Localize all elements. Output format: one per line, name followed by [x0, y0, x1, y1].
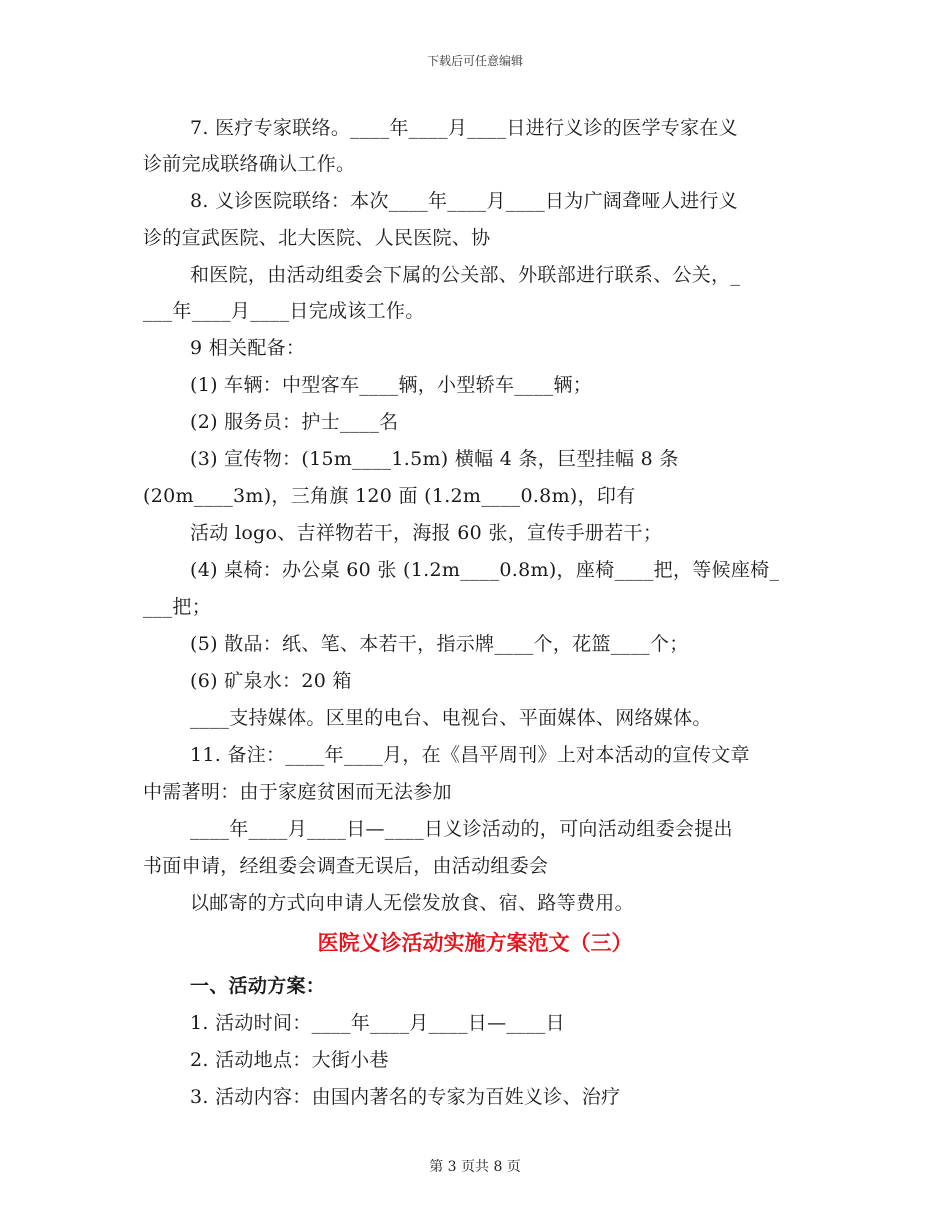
paragraph-line: 诊的宣武医院、北大医院、人民医院、协	[143, 227, 491, 249]
paragraph-line: ____年____月____日—____日义诊活动的，可向活动组委会提出	[190, 818, 733, 840]
paragraph-line: 9 相关配备：	[190, 337, 306, 359]
paragraph-line: (4) 桌椅：办公桌 60 张 (1.2m____0.8m)，座椅____把，等候座椅_	[190, 559, 780, 581]
paragraph-line: (20m____3m)，三角旗 120 面 (1.2m____0.8m)，印有	[143, 485, 636, 507]
section-heading: 一、活动方案：	[190, 975, 326, 997]
paragraph-line: 活动 logo、吉祥物若干，海报 60 张，宣传手册若干；	[190, 522, 663, 544]
paragraph-line: (3) 宣传物：(15m____1.5m) 横幅 4 条，巨型挂幅 8 条	[190, 448, 679, 470]
paragraph-line: 和医院，由活动组委会下属的公关部、外联部进行联系、公关，_	[190, 264, 741, 286]
paragraph-line: (2) 服务员：护士____名	[190, 411, 399, 433]
paragraph-line: 诊前完成联络确认工作。	[143, 153, 356, 175]
section-title: 医院义诊活动实施方案范文（三）	[317, 930, 633, 955]
paragraph-line: 1. 活动时间：____年____月____日—____日	[190, 1012, 565, 1034]
paragraph-line: 2. 活动地点：大街小巷	[190, 1049, 389, 1071]
paragraph-line: 以邮寄的方式向申请人无偿发放食、宿、路等费用。	[190, 892, 634, 914]
paragraph-line: ___年____月____日完成该工作。	[143, 300, 425, 322]
paragraph-line: 书面申请，经组委会调查无误后，由活动组委会	[143, 855, 549, 877]
paragraph-line: ____支持媒体。区里的电台、电视台、平面媒体、网络媒体。	[190, 707, 712, 729]
paragraph-line: 11. 备注：____年____月，在《昌平周刊》上对本活动的宣传文章	[190, 744, 750, 766]
page-header: 下载后可任意编辑	[426, 54, 523, 68]
paragraph-line: 7. 医疗专家联络。____年____月____日进行义诊的医学专家在义	[190, 117, 738, 139]
paragraph-line: (5) 散品：纸、笔、本若干，指示牌____个，花篮____个；	[190, 633, 689, 655]
page-footer: 第 3 页共 8 页	[429, 1159, 521, 1175]
paragraph-line: (1) 车辆：中型客车____辆，小型轿车____辆；	[190, 374, 593, 396]
paragraph-line: 中需著明：由于家庭贫困而无法参加	[143, 781, 452, 803]
paragraph-line: (6) 矿泉水：20 箱	[190, 670, 352, 692]
paragraph-line: 8. 义诊医院联络：本次____年____月____日为广阔聋哑人进行义	[190, 190, 738, 212]
paragraph-line: ___把；	[143, 596, 212, 618]
paragraph-line: 3. 活动内容：由国内著名的专家为百姓义诊、治疗	[190, 1086, 621, 1108]
